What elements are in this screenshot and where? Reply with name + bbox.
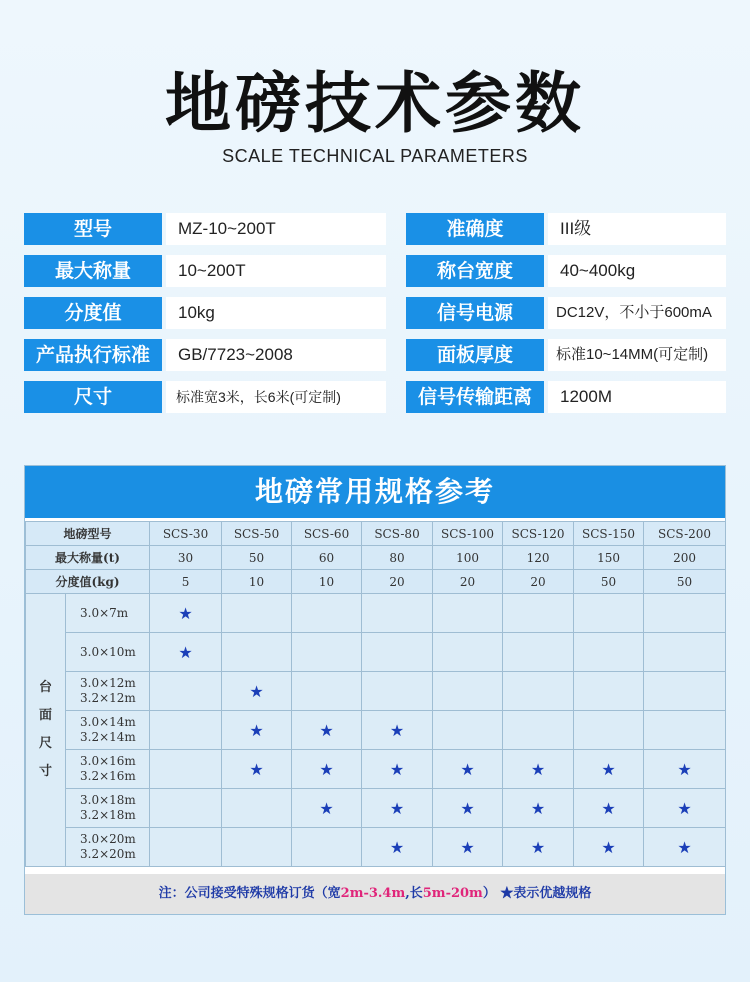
spec-row: [24, 339, 726, 371]
size-line: 3.0×10m: [80, 644, 136, 659]
size-cell: [574, 594, 644, 633]
size-cell: [644, 750, 726, 789]
size-cell: [362, 594, 433, 633]
spec-value: 10~200T: [166, 255, 386, 287]
table-row: [26, 789, 726, 828]
star-icon: ★: [677, 759, 692, 779]
spec-reference-table: [25, 521, 726, 867]
size-cell: [574, 750, 644, 789]
size-cell: [222, 594, 292, 633]
size-cell: [433, 750, 503, 789]
spec-value: III级: [548, 213, 726, 245]
size-cell: [222, 828, 292, 867]
size-label: [66, 633, 150, 672]
capacity-cell: 120: [503, 546, 574, 570]
table-row: [26, 546, 726, 570]
capacity-cell: 80: [362, 546, 433, 570]
star-icon: ★: [601, 759, 616, 779]
size-cell: [503, 711, 574, 750]
size-label: [66, 828, 150, 867]
size-cell: [222, 750, 292, 789]
size-label: [66, 594, 150, 633]
star-icon: ★: [460, 837, 475, 857]
note-suffix: ） ★表示优越规格: [482, 886, 592, 901]
platform-size-char: 台: [38, 680, 52, 695]
capacity-cell: 100: [433, 546, 503, 570]
size-cell: [150, 672, 222, 711]
size-cell: [150, 711, 222, 750]
star-icon: ★: [389, 759, 405, 779]
star-icon: ★: [178, 603, 193, 623]
size-cell: [644, 828, 726, 867]
table-row: [26, 711, 726, 750]
model-cell: SCS-120: [503, 522, 574, 546]
size-cell: [433, 828, 503, 867]
star-icon: ★: [530, 837, 546, 857]
table-row: [26, 522, 726, 546]
platform-size-char: 尺: [38, 736, 52, 751]
spec-label: 分度值: [24, 297, 162, 329]
model-row-label: 地磅型号: [26, 522, 150, 546]
star-icon: ★: [319, 759, 334, 779]
size-cell: [362, 672, 433, 711]
model-cell: SCS-80: [362, 522, 433, 546]
size-cell: [292, 594, 362, 633]
spec-label: 产品执行标准: [24, 339, 162, 371]
table-banner: 地磅常用规格参考: [25, 466, 725, 518]
size-cell: [150, 594, 222, 633]
size-cell: [433, 672, 503, 711]
table-row: [26, 672, 726, 711]
spec-value: 40~400kg: [548, 255, 726, 287]
size-label: [66, 750, 150, 789]
size-cell: [503, 750, 574, 789]
size-cell: [222, 711, 292, 750]
table-note: [25, 874, 725, 914]
size-cell: [644, 633, 726, 672]
size-label: [66, 672, 150, 711]
division-cell: 50: [574, 570, 644, 594]
size-line: 3.0×7m: [80, 605, 129, 620]
spec-label: 准确度: [406, 213, 544, 245]
size-cell: [362, 750, 433, 789]
size-cell: [433, 633, 503, 672]
size-cell: [644, 789, 726, 828]
star-icon: ★: [249, 720, 264, 740]
spec-value: 1200M: [548, 381, 726, 413]
size-cell: [150, 750, 222, 789]
size-cell: [503, 672, 574, 711]
capacity-cell: 50: [222, 546, 292, 570]
spec-value: GB/7723~2008: [166, 339, 386, 371]
star-icon: ★: [178, 642, 193, 662]
size-line: 3.0×18m: [80, 793, 136, 807]
size-cell: [292, 750, 362, 789]
spec-label: 最大称量: [24, 255, 162, 287]
capacity-cell: 150: [574, 546, 644, 570]
size-cell: [574, 633, 644, 672]
star-icon: ★: [389, 798, 405, 818]
page-subtitle: SCALE TECHNICAL PARAMETERS: [222, 146, 528, 166]
capacity-row-label: 最大称量(t): [26, 546, 150, 570]
spec-label: 信号传输距离: [406, 381, 544, 413]
size-cell: [503, 594, 574, 633]
size-cell: [292, 633, 362, 672]
spec-value: 标准宽3米，长6米(可定制): [166, 381, 386, 413]
division-row-label: 分度值(kg): [26, 570, 150, 594]
size-line: 3.2×18m: [80, 808, 136, 822]
size-cell: [222, 672, 292, 711]
size-cell: [292, 672, 362, 711]
capacity-cell: 200: [644, 546, 726, 570]
star-icon: ★: [319, 798, 334, 818]
table-row: [26, 570, 726, 594]
model-cell: SCS-30: [150, 522, 222, 546]
size-cell: [644, 672, 726, 711]
size-cell: [150, 789, 222, 828]
size-cell: [362, 633, 433, 672]
model-cell: SCS-150: [574, 522, 644, 546]
size-line: 3.2×12m: [80, 691, 136, 705]
division-cell: 20: [433, 570, 503, 594]
capacity-cell: 30: [150, 546, 222, 570]
size-cell: [433, 711, 503, 750]
note-mid: ,长: [405, 886, 423, 901]
star-icon: ★: [389, 837, 405, 857]
division-cell: 50: [644, 570, 726, 594]
division-cell: 10: [292, 570, 362, 594]
size-cell: [292, 711, 362, 750]
table-row: [26, 828, 726, 867]
spec-reference-panel: [24, 465, 726, 915]
size-line: 3.2×16m: [80, 769, 136, 783]
size-cell: [362, 828, 433, 867]
size-line: 3.0×14m: [80, 715, 136, 729]
spec-label: 型号: [24, 213, 162, 245]
table-row: [26, 750, 726, 789]
size-cell: [574, 828, 644, 867]
capacity-cell: 60: [292, 546, 362, 570]
star-icon: ★: [530, 798, 546, 818]
size-cell: [574, 672, 644, 711]
model-cell: SCS-50: [222, 522, 292, 546]
division-cell: 5: [150, 570, 222, 594]
note-width: 2m-3.4m: [340, 886, 406, 901]
size-cell: [644, 711, 726, 750]
size-cell: [503, 828, 574, 867]
size-line: 3.2×14m: [80, 730, 136, 744]
size-cell: [222, 633, 292, 672]
size-cell: [362, 789, 433, 828]
star-icon: ★: [249, 681, 264, 701]
size-cell: [292, 789, 362, 828]
spec-value: DC12V，不小于600mA: [548, 297, 726, 329]
spec-value: 10kg: [166, 297, 386, 329]
model-cell: SCS-200: [644, 522, 726, 546]
size-line: 3.0×20m: [80, 832, 136, 846]
division-cell: 10: [222, 570, 292, 594]
size-cell: [574, 711, 644, 750]
division-cell: 20: [503, 570, 574, 594]
spec-row: [24, 255, 726, 287]
division-cell: 20: [362, 570, 433, 594]
size-cell: [433, 594, 503, 633]
size-label: [66, 711, 150, 750]
spec-label: 尺寸: [24, 381, 162, 413]
platform-size-char: 寸: [38, 764, 52, 779]
star-icon: ★: [677, 837, 692, 857]
star-icon: ★: [677, 798, 692, 818]
size-cell: [222, 789, 292, 828]
table-row: [26, 633, 726, 672]
spec-row: [24, 297, 726, 329]
spec-label: 面板厚度: [406, 339, 544, 371]
spec-value: 标准10~14MM(可定制): [548, 339, 726, 371]
star-icon: ★: [601, 837, 616, 857]
spec-value: MZ-10~200T: [166, 213, 386, 245]
star-icon: ★: [460, 759, 475, 779]
star-icon: ★: [530, 759, 546, 779]
spec-row: [24, 381, 726, 413]
table-row: [26, 594, 726, 633]
size-cell: [503, 789, 574, 828]
size-cell: [150, 633, 222, 672]
size-line: 3.0×12m: [80, 676, 136, 690]
size-cell: [644, 594, 726, 633]
size-line: 3.0×16m: [80, 754, 136, 768]
size-cell: [362, 711, 433, 750]
model-cell: SCS-100: [433, 522, 503, 546]
size-cell: [503, 633, 574, 672]
size-line: 3.2×20m: [80, 847, 136, 861]
platform-size-label: [26, 594, 66, 867]
platform-size-char: 面: [38, 708, 52, 723]
star-icon: ★: [319, 720, 334, 740]
star-icon: ★: [601, 798, 616, 818]
star-icon: ★: [249, 759, 264, 779]
page-title: 地磅技术参数: [165, 65, 585, 142]
size-cell: [433, 789, 503, 828]
spec-label: 称台宽度: [406, 255, 544, 287]
model-cell: SCS-60: [292, 522, 362, 546]
note-length: 5m-20m: [422, 886, 483, 901]
spec-label: 信号电源: [406, 297, 544, 329]
size-cell: [292, 828, 362, 867]
star-icon: ★: [389, 720, 405, 740]
spec-row: [24, 213, 726, 245]
star-icon: ★: [460, 798, 475, 818]
size-cell: [574, 789, 644, 828]
size-cell: [150, 828, 222, 867]
note-prefix: 注：公司接受特殊规格订货（宽: [158, 886, 341, 901]
size-label: [66, 789, 150, 828]
